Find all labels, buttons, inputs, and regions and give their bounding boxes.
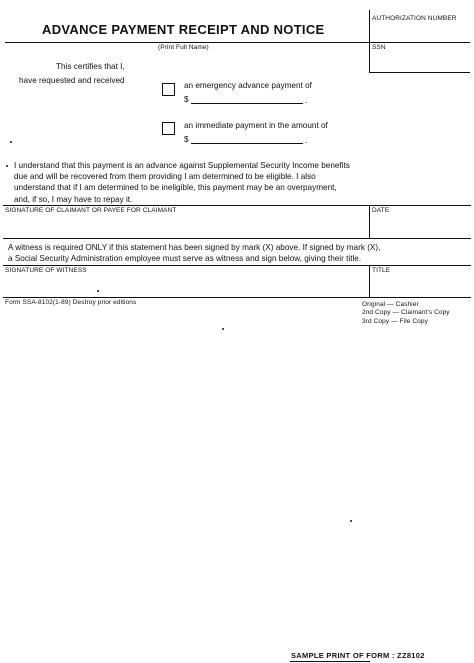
scan-speck <box>222 328 224 330</box>
emergency-period: . <box>305 96 308 105</box>
distribution-copy3: 3rd Copy — File Copy <box>362 317 428 325</box>
understand-paragraph <box>14 160 350 205</box>
understand-line: I understand that this payment is an advance against Supplemental Security Income benefits <box>14 161 350 170</box>
ssn-line <box>369 72 470 73</box>
authorization-number-label: AUTHORIZATION NUMBER <box>372 15 457 22</box>
immediate-amount-field[interactable] <box>191 131 303 143</box>
date-label: DATE <box>372 207 390 214</box>
ssn-label: SSN <box>372 44 386 51</box>
distribution-list <box>362 301 450 326</box>
witness-line: A witness is required ONLY if this statement has been signed by mark (X) above. If signed by mark (X), <box>8 243 381 252</box>
print-name-label: (Print Full Name) <box>158 44 209 51</box>
witness-title-field[interactable] <box>372 276 470 294</box>
immediate-payment-checkbox[interactable] <box>162 122 175 135</box>
footer-underline <box>290 661 370 662</box>
authorization-number-field[interactable] <box>372 24 470 41</box>
immediate-period: . <box>305 136 308 145</box>
witness-signature-label: SIGNATURE OF WITNESS <box>5 267 87 274</box>
emergency-amount-field[interactable] <box>191 91 303 103</box>
distribution-original: Original — Cashier <box>362 301 419 308</box>
title-label: TITLE <box>372 267 391 274</box>
emergency-advance-label: an emergency advance payment of <box>184 81 312 90</box>
witness-signature-field[interactable] <box>5 276 367 294</box>
understand-line: and, if so, I may have to repay it. <box>14 194 133 204</box>
distribution-copy2: 2nd Copy — Claimant's Copy <box>362 309 450 317</box>
requested-text: have requested and received <box>19 76 125 85</box>
emergency-advance-checkbox[interactable] <box>162 83 175 96</box>
scan-speck <box>6 165 8 167</box>
emergency-amount-line <box>191 103 303 104</box>
understand-line: understand that if I am determined to be ineligible, this payment may be an overpayment, <box>14 183 337 193</box>
witness-bottom-line <box>3 297 471 298</box>
claimant-signature-label: SIGNATURE OF CLAIMANT OR PAYEE FOR CLAIMANT <box>5 207 177 214</box>
name-line <box>5 42 470 43</box>
certifies-text: This certifies that I, <box>56 62 125 71</box>
full-name-field[interactable] <box>5 26 365 41</box>
form-number: Form SSA-8102(1-89) Destroy prior editions <box>5 299 137 306</box>
witness-paragraph <box>8 242 380 264</box>
scan-speck <box>350 520 352 522</box>
claimant-signature-field[interactable] <box>5 216 367 236</box>
immediate-dollar-sign: $ <box>184 135 189 144</box>
emergency-dollar-sign: $ <box>184 95 189 104</box>
witness-top-line <box>3 265 471 266</box>
sample-print-footer: SAMPLE PRINT OF FORM : ZZ8102 <box>291 651 425 660</box>
immediate-amount-line <box>191 143 303 144</box>
ssn-field[interactable] <box>372 52 470 70</box>
signature-bottom-line <box>3 238 471 239</box>
understand-line: due and will be recovered from them providing I am determined to be eligible. I also <box>14 172 316 182</box>
date-divider <box>369 205 370 238</box>
date-field[interactable] <box>372 216 470 236</box>
title-divider <box>369 265 370 297</box>
immediate-payment-label: an immediate payment in the amount of <box>184 121 328 130</box>
witness-line: a Social Security Administration employee must serve as witness and sign below, giving their title. <box>8 254 362 264</box>
scan-speck <box>10 141 12 143</box>
form-title: ADVANCE PAYMENT RECEIPT AND NOTICE <box>42 22 325 37</box>
scan-speck <box>97 290 99 292</box>
signature-top-line <box>3 205 471 206</box>
